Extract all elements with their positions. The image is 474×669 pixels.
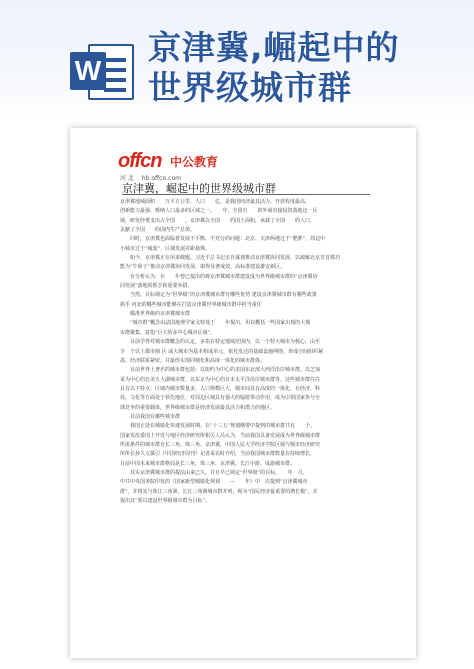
body-line: 国家发改委国土开发与地区经济研究所相关人员认为，当前我国具备发展成为世界级城市群: [120, 432, 321, 439]
body-line: 所需条件的城市群有长三角、珠三角、京津冀，中国人民大学经济学院区域与城市经济研究: [120, 441, 321, 448]
body-line: 当然，目标锁定为“世界级”的京津冀城市群有哪些优势 建设京津冀城市群有哪些政策: [120, 292, 317, 299]
logo-url: hb.offcn.com: [141, 175, 181, 182]
headline-line-1: 京津冀,崛起中的: [148, 28, 400, 67]
logo-region: 河 北: [120, 175, 134, 182]
logo-brand: offcn: [118, 150, 162, 172]
body-line: 哥为中心的北美五大湖城市群，以东京为中心的日本太平洋沿岸城市群等。这些城市群往往: [120, 376, 321, 383]
body-line: 小城市过于“瘦弱”，区域发展差距悬殊。: [120, 245, 211, 252]
body-line: 抓手 河北的哪些城市能够在打造京津冀世界级城市群中担当重任: [120, 301, 262, 308]
body-line: 目前中国未来城市群格局是长三角、珠三角、京津冀、长江中游、成渝城市群。: [120, 460, 296, 467]
logo-chinese-name: 中公教育: [170, 155, 219, 169]
body-line: 有分析认为，在 年曾已提出的将京津冀城市群建设成为世界级城市群的“京津冀协: [120, 273, 318, 280]
body-line: 其实京津冀城市群的提法由来已久，并且早已锁定“世界级”的目标。 年 月，: [120, 469, 308, 476]
body-line: 我国正处在城镇化快速发展时期。在“十三五”规划纲要中提到的城市群共有 个。: [120, 423, 316, 430]
body-line: 具有以下特点：区域内城市数量多，人口规模巨大，城市间具有高度的一体化，在经济、科: [120, 385, 321, 392]
body-line: 所所长孙久文援引《中国经济周刊》记者采访时介绍，当前我国城市群数量在持续增长，: [120, 451, 316, 458]
word-letter-tile: W: [70, 52, 106, 90]
body-line: 提出其“要以建设世界级城市群为目标”。: [120, 498, 211, 504]
document-body: [120, 198, 376, 506]
title-divider: [122, 194, 370, 195]
body-line: 球竞争的重要载体，世界级城市群是经济发展最具活力和潜力的地区。: [120, 404, 276, 411]
body-line: “城市群”概念由法国地理学家戈特曼于 年提出，用以概括一些国家出现的大城: [120, 320, 311, 327]
body-line: 凑、经济联系紧密、并最终实现同城化和高度一体化的城市群体。: [120, 357, 266, 364]
body-line: 能为“牛鼻子”推动京津冀协同发展，取得显著成效，高标准建设雄安新区。: [120, 264, 286, 271]
body-line: 中共中央国务院印发的《国家新型城镇化规划 — 年》中 次提到“京津冀城市: [120, 479, 308, 486]
page-headline: [148, 28, 458, 108]
body-line: 群”，并将其与珠江三角洲、长江三角洲城市群并列，视为“国民经济最重要的增长极”，并: [120, 488, 318, 495]
body-line: 同时，京津冀也面临着发展不平衡、不充分的问题：北京、天津两地过于“肥胖”，周边中: [120, 236, 326, 243]
document-preview[interactable]: [70, 128, 416, 658]
body-line: 贡献了全国 的国内生产总值。: [120, 227, 196, 234]
body-line: 技、文化等方面处于领先地位，对周边区域具有强大的辐射带动作用，成为引领国家参与全: [120, 395, 321, 402]
headline-line-2: 世界级城市群: [148, 68, 352, 107]
body-line: 目前学界对城市群概念的认定，多指在特定地域范围内，以一个特大城市为核心，由至: [120, 339, 321, 346]
body-line: 如今，京津冀正在用来破题。习近平总书记亲自谋划推动京津冀协同发展，以疏解北京非首都功: [120, 255, 341, 262]
document-title: 京津冀，崛起中的世界级城市群: [122, 182, 276, 195]
body-line: 市群聚集，意指“巨大的多中心城市区域”。: [120, 329, 216, 336]
body-line: 同发展”落地的抓手和重要举措。: [120, 283, 193, 290]
body-line: 域，研发经费支出占全国 。京津冀以全国 的国土面积，承载了全国 的人口，: [120, 217, 316, 224]
body-line: 目前我国有哪些城市群: [120, 413, 181, 420]
body-line: 创新能力最强、吸纳人口最多的区域之一。 年，全国有 的外商直接投资落地这一区: [120, 208, 318, 215]
body-line: 瞄准世界级的京津冀城市群: [120, 311, 191, 318]
body-line: 少 个以上都市圈 区 或大城市为基本构成单元，依托发达的基础设施网络，形成空间组织紧: [120, 348, 324, 355]
body-line: 京津冀地域面积 万平方公里，人口 亿，是我国经济最具活力、开放程度最高、: [120, 199, 311, 205]
body-line: 目前世界上著名的城市群包括：以纽约为中心的美国东北部大西洋沿岸城市群，以芝加: [120, 367, 321, 374]
word-document-icon: [70, 40, 132, 100]
